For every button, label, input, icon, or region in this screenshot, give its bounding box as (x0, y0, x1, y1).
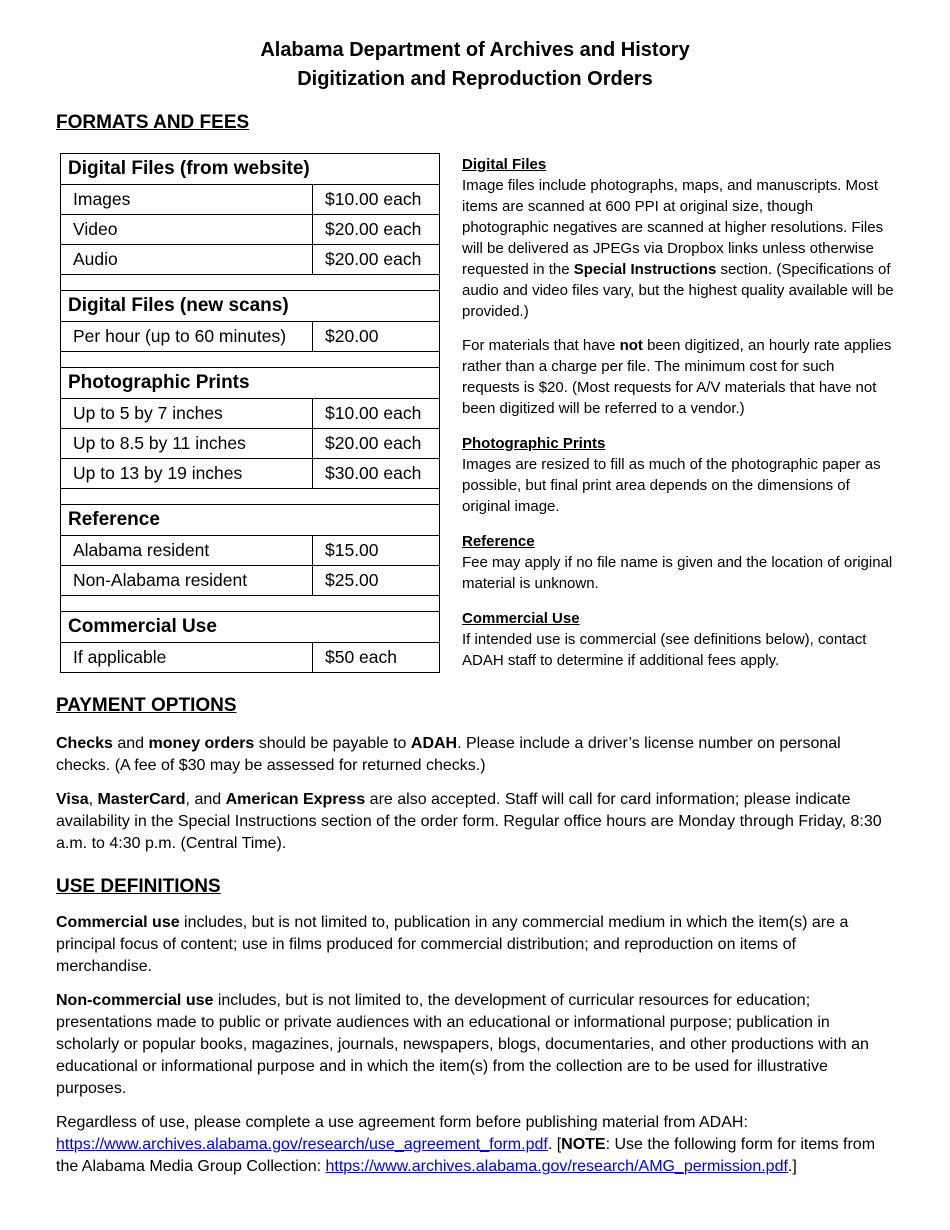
new-scans-paragraph (462, 335, 894, 419)
digital-files-note (462, 154, 894, 419)
reference-note (462, 531, 894, 594)
fee-item: Alabama resident (61, 536, 313, 566)
commercial-heading: Commercial Use (462, 610, 580, 627)
fee-price: $20.00 (313, 322, 440, 352)
fee-item: Up to 13 by 19 inches (61, 459, 313, 489)
payment-checks-paragraph (56, 733, 896, 777)
group-commercial-use: Commercial Use (61, 612, 440, 643)
text-run: should be payable to (254, 735, 411, 752)
text-run-bold: ADAH (410, 735, 458, 752)
document-title (0, 36, 950, 94)
title-line-2: Digitization and Reproduction Orders (297, 68, 653, 90)
fee-item: Audio (61, 245, 313, 275)
text-run: : Use the following form for items from the Alabama Media Group Collection: (56, 1136, 876, 1175)
group-digital-new-scans: Digital Files (new scans) (61, 291, 440, 322)
commercial-note (462, 608, 894, 671)
fee-price: $30.00 each (313, 459, 440, 489)
prints-paragraph: Images are resized to fill as much of the photographic paper as possible, but final print area depends on the dimensions of original image. (462, 456, 881, 515)
use-definitions-heading: USE DEFINITIONS (56, 876, 221, 897)
text-run-bold: Visa (56, 791, 89, 808)
fee-item: If applicable (61, 643, 313, 673)
prints-note (462, 433, 894, 517)
group-digital-website: Digital Files (from website) (61, 154, 440, 185)
fee-item: Video (61, 215, 313, 245)
fees-table (60, 153, 440, 673)
table-spacer (61, 489, 440, 505)
text-run-bold: Special Instructions (573, 261, 717, 278)
text-run: Regardless of use, please complete a use agreement form before publishing material from ADAH: (56, 1114, 748, 1131)
fee-price: $20.00 each (313, 429, 440, 459)
fee-item: Up to 5 by 7 inches (61, 399, 313, 429)
use-definitions-section (56, 912, 896, 1178)
text-run: and (112, 735, 149, 752)
text-run: Image files include photographs, maps, and manuscripts. Most items are scanned at 600 PPI at original size, though photographic negatives are scanned at higher resolutions. Files will be delivered as JPEGs via Dropbox links unless otherwise requested in the (462, 177, 884, 278)
fee-price: $10.00 each (313, 399, 440, 429)
formats-fees-heading: FORMATS AND FEES (56, 112, 250, 133)
text-run-bold: money orders (148, 735, 255, 752)
table-spacer (61, 596, 440, 612)
amg-permission-link[interactable]: https://www.archives.alabama.gov/research/AMG_permission.pdf (325, 1158, 788, 1175)
group-photographic-prints: Photographic Prints (61, 368, 440, 399)
text-run-bold: Commercial use (56, 914, 180, 931)
text-run-bold: American Express (225, 791, 366, 808)
use-agreement-link[interactable]: https://www.archives.alabama.gov/research/use_agreement_form.pdf (56, 1136, 548, 1153)
text-run: includes, but is not limited to, the development of curricular resources for education; presentations made to public or private audiences with an educational or informational purpose; publication in scholarly or popular books, magazines, journals, newspapers, blogs, documentaries, and other productions with an educational or informational purpose and in which the item(s) from the collection are to be used for illustrative purposes. (56, 992, 869, 1097)
fee-price: $10.00 each (313, 185, 440, 215)
use-agreement-paragraph (56, 1112, 896, 1178)
fee-item: Images (61, 185, 313, 215)
text-run-bold: not (619, 337, 643, 354)
text-run-bold: Checks (56, 735, 113, 752)
fee-price: $15.00 (313, 536, 440, 566)
text-run: are also accepted. Staff will call for card information; please indicate availability in the Special Instructions section of the order form. Regular office hours are Monday through Friday, 8:30 a.m. to 4:30 p.m. (Central Time). (56, 791, 882, 852)
text-run: .] (787, 1158, 797, 1175)
title-line-1: Alabama Department of Archives and History (260, 39, 690, 61)
text-run-bold: NOTE (561, 1136, 606, 1153)
text-run: For materials that have (462, 337, 620, 354)
text-run: been digitized, an hourly rate applies rather than a charge per file. The minimum cost for such requests is $20. (Most requests for A/V materials that have not been digitized will be referred to a vendor.) (462, 337, 892, 417)
table-spacer (61, 352, 440, 368)
text-run: includes, but is not limited to, publication in any commercial medium in which the item(s) are a principal focus of content; use in films produced for commercial distribution; and reproduction on items of merchandise. (56, 914, 849, 975)
group-reference: Reference (61, 505, 440, 536)
fee-price: $50 each (313, 643, 440, 673)
text-run-bold: Non-commercial use (56, 992, 214, 1009)
digital-files-heading: Digital Files (462, 156, 547, 173)
commercial-use-definition (56, 912, 896, 978)
payment-heading: PAYMENT OPTIONS (56, 695, 237, 716)
reference-heading: Reference (462, 533, 535, 550)
fee-item: Up to 8.5 by 11 inches (61, 429, 313, 459)
text-run: , and (185, 791, 226, 808)
prints-heading: Photographic Prints (462, 435, 606, 452)
payment-section (56, 733, 896, 855)
commercial-paragraph: If intended use is commercial (see definitions below), contact ADAH staff to determine if additional fees apply. (462, 631, 867, 669)
digital-files-paragraph (462, 175, 894, 322)
table-spacer (61, 275, 440, 291)
fee-price: $20.00 each (313, 245, 440, 275)
fee-price: $25.00 (313, 566, 440, 596)
text-run: . Please include a driver’s license number on personal checks. (A fee of $30 may be assessed for returned checks.) (56, 735, 841, 774)
text-run: , (88, 791, 98, 808)
reference-paragraph: Fee may apply if no file name is given and the location of original material is unknown. (462, 554, 893, 592)
fee-item: Per hour (up to 60 minutes) (61, 322, 313, 352)
text-run: section. (Specifications of audio and video files vary, but the highest quality available will be provided.) (462, 261, 894, 320)
text-run-bold: MasterCard (97, 791, 186, 808)
noncommercial-use-definition (56, 990, 896, 1100)
fee-price: $20.00 each (313, 215, 440, 245)
fee-item: Non-Alabama resident (61, 566, 313, 596)
text-run: . [ (547, 1136, 562, 1153)
payment-cards-paragraph (56, 789, 896, 855)
